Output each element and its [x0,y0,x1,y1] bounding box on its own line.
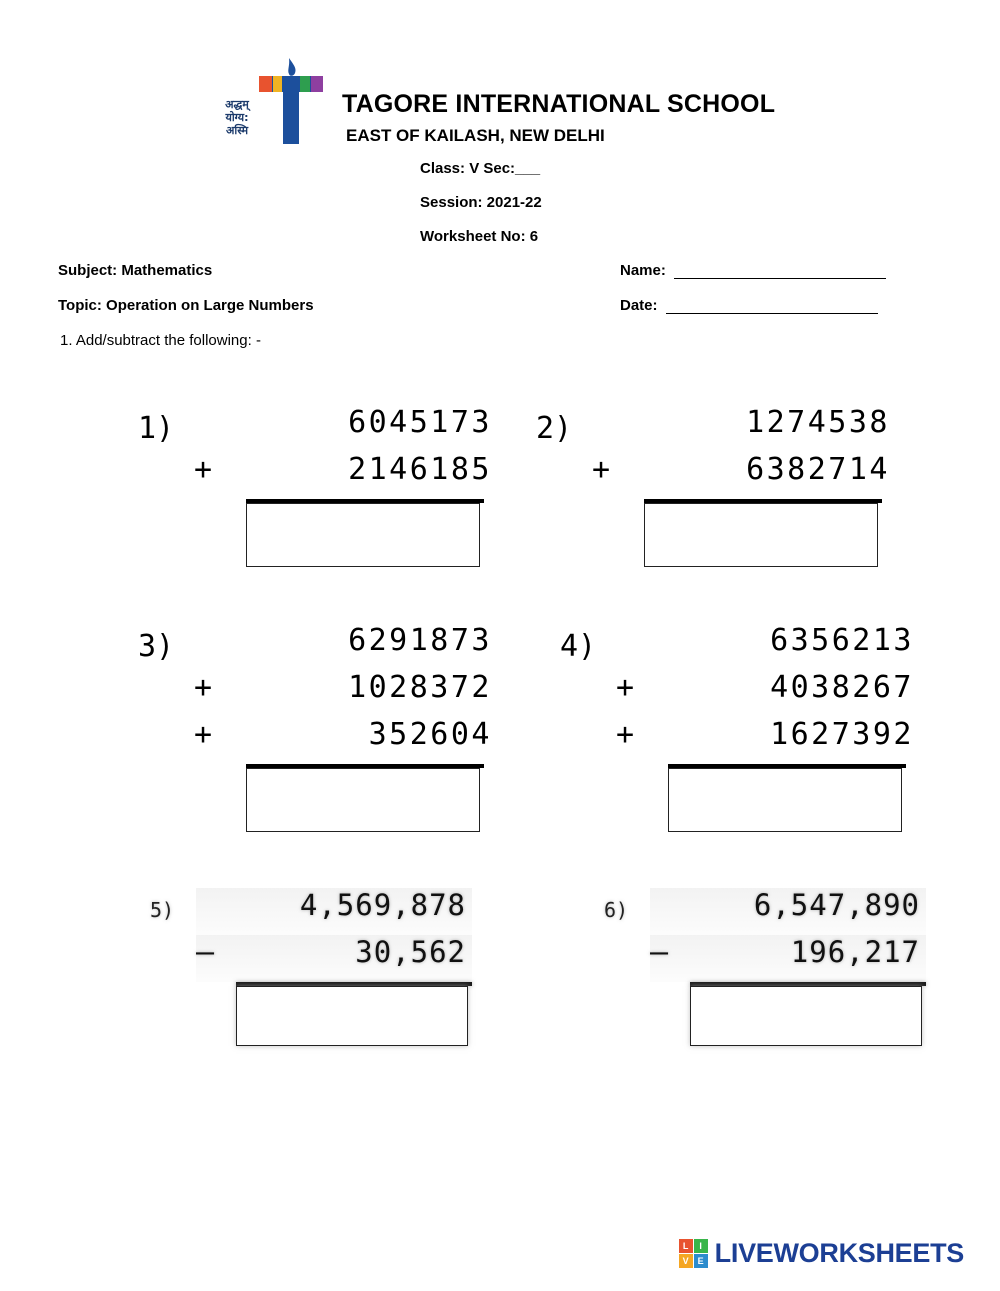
torch-icon [259,58,323,144]
operand-value: 1627392 [770,717,914,752]
logo-motto-line-1: अद्धम् [225,98,249,111]
operand-line [616,717,914,764]
operand-value: 6,547,890 [753,888,920,922]
badge-letter-v: V [679,1254,693,1268]
class-line: Class: V Sec:___ [420,160,541,177]
problem-6 [604,888,926,1046]
worksheet-meta [0,262,1000,314]
answer-box[interactable] [690,986,922,1046]
operand-value: 6356213 [770,623,914,658]
operand-line [194,452,492,499]
operand-value: 6291873 [348,623,492,658]
operator-sign: + [194,670,215,705]
problem-number: 3) [138,629,175,664]
problem-1 [138,405,492,567]
operand-line [194,717,492,764]
operator-sign: – [196,935,216,970]
session-line: Session: 2021-22 [420,194,542,211]
badge-letter-e: E [694,1254,708,1268]
worksheet-number: Worksheet No: 6 [420,228,539,245]
liveworksheets-logo-icon [679,1239,709,1269]
problem-body [616,623,914,832]
school-name: TAGORE INTERNATIONAL SCHOOL [342,90,776,118]
badge-letter-l: L [679,1239,693,1253]
school-identity [342,58,775,146]
logo-motto [213,98,261,137]
operand-line [592,452,890,499]
topic-label: Topic: Operation on Large Numbers [58,297,314,314]
name-input-line[interactable] [674,264,886,279]
problem-area [0,405,1000,1046]
operand-line [196,935,472,982]
badge-letter-i: I [694,1239,708,1253]
operand-line [650,888,926,935]
operand-line [616,670,914,717]
liveworksheets-footer[interactable] [679,1238,964,1269]
subject-label: Subject: Mathematics [58,262,213,279]
logo-motto-line-3: अस्मि [225,124,249,137]
problem-number: 6) [604,898,629,922]
meta-row-topic-date [58,297,1000,314]
operand-line [592,405,890,452]
problem-body [592,405,890,567]
problem-3 [138,623,492,832]
problem-body [650,888,926,1046]
operand-value: 4,569,878 [299,888,466,922]
answer-box[interactable] [246,768,480,832]
operator-sign: + [616,717,637,752]
answer-box[interactable] [668,768,902,832]
operand-value: 2146185 [348,452,492,487]
answer-box[interactable] [246,503,480,567]
class-info-block [420,160,1000,245]
problem-row-2 [0,623,1000,832]
operator-sign: + [194,452,215,487]
problem-body [194,623,492,832]
operator-sign: + [194,717,215,752]
operand-value: 352604 [348,717,492,752]
problem-body [196,888,472,1046]
operand-value: 6382714 [746,452,890,487]
problem-body [194,405,492,567]
answer-box[interactable] [236,986,468,1046]
operand-value: 4038267 [770,670,914,705]
operand-line [616,623,914,670]
operator-sign: + [616,670,637,705]
problem-5 [150,888,472,1046]
date-input-line[interactable] [666,299,878,314]
liveworksheets-brand: LIVEWORKSHEETS [714,1238,964,1268]
operator-sign: – [650,935,670,970]
problem-4 [560,623,914,832]
problem-row-3 [0,888,1000,1046]
operand-line [194,405,492,452]
name-field[interactable] [620,262,886,279]
operator-sign: + [592,452,613,487]
answer-box[interactable] [644,503,878,567]
operand-line [650,935,926,982]
operand-line [194,670,492,717]
date-label: Date: [620,297,658,314]
name-label: Name: [620,262,666,279]
school-address: EAST OF KAILASH, NEW DELHI [346,126,605,145]
school-logo [208,58,328,148]
instruction-text: 1. Add/subtract the following: - [60,332,261,349]
operand-value: 6045173 [348,405,492,440]
problem-number: 5) [150,898,175,922]
operand-line [194,623,492,670]
date-field[interactable] [620,297,878,314]
operand-value: 30,562 [355,935,466,969]
logo-motto-line-2: योग्य: [225,111,249,124]
meta-row-subject-name [58,262,1000,279]
problem-number: 2) [536,411,573,446]
operand-value: 1274538 [746,405,890,440]
operand-value: 196,217 [790,935,920,969]
operand-line [196,888,472,935]
problem-row-1 [0,405,1000,567]
operand-value: 1028372 [348,670,492,705]
problem-number: 4) [560,629,597,664]
logo-graphic [213,58,323,148]
worksheet-header [0,0,1000,148]
problem-2 [536,405,890,567]
problem-number: 1) [138,411,175,446]
